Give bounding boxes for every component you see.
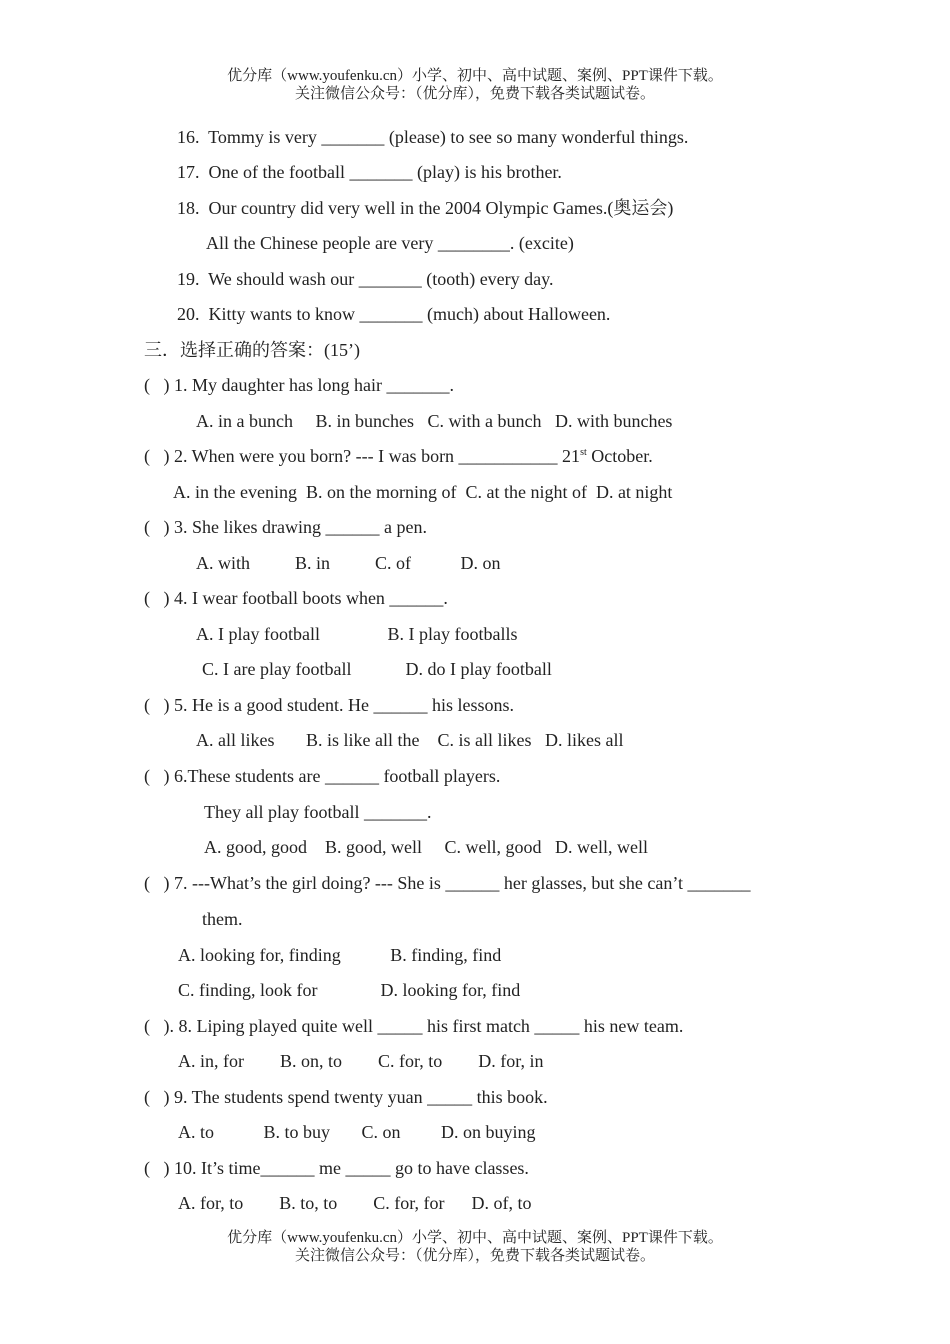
mc-3-stem: ( ) 3. She likes drawing ______ a pen. [144, 517, 427, 537]
page-header [0, 67, 950, 103]
mc-4-options-2: C. I are play football D. do I play football [202, 659, 552, 679]
mc-2-sup: st [580, 447, 587, 458]
mc-8-options: A. in, for B. on, to C. for, to D. for, in [178, 1051, 544, 1071]
question-17: 17. One of the football _______ (play) is his brother. [177, 162, 562, 182]
mc-10-stem: ( ) 10. It’s time______ me _____ go to have classes. [144, 1158, 529, 1178]
mc-2-stem [144, 445, 653, 467]
footer-line-1: 优分库（www.youfenku.cn）小学、初中、高中试题、案例、PPT课件下载。 [227, 1230, 723, 1246]
mc-5-stem: ( ) 5. He is a good student. He ______ his lessons. [144, 695, 514, 715]
footer-line-2: 关注微信公众号：（优分库），免费下载各类试题试卷。 [294, 1248, 655, 1264]
mc-2-stem-b: October. [586, 446, 653, 466]
mc-7-options-2: C. finding, look for D. looking for, find [178, 980, 521, 1000]
header-line-1: 优分库（www.youfenku.cn）小学、初中、高中试题、案例、PPT课件下载。 [227, 68, 723, 84]
question-19: 19. We should wash our _______ (tooth) every day. [177, 269, 554, 289]
mc-6-stem: ( ) 6.These students are ______ football players. [144, 766, 501, 786]
question-20: 20. Kitty wants to know _______ (much) about Halloween. [177, 304, 611, 324]
question-18: 18. Our country did very well in the 2004 Olympic Games.(奥运会) [177, 198, 674, 218]
mc-10-options: A. for, to B. to, to C. for, for D. of, to [178, 1193, 532, 1213]
mc-4-options-1: A. I play football B. I play footballs [196, 624, 518, 644]
header-line-2: 关注微信公众号：（优分库），免费下载各类试题试卷。 [294, 86, 655, 102]
mc-1-stem: ( ) 1. My daughter has long hair _______. [144, 375, 454, 395]
mc-7-stem-2: them. [202, 909, 243, 929]
question-16: 16. Tommy is very _______ (please) to see so many wonderful things. [177, 127, 689, 147]
section-3-title: 三．选择正确的答案：(15’) [144, 340, 360, 360]
mc-4-stem: ( ) 4. I wear football boots when ______. [144, 588, 448, 608]
mc-5-options: A. all likes B. is like all the C. is all likes D. likes all [196, 730, 624, 750]
mc-7-options-1: A. looking for, finding B. finding, find [178, 945, 502, 965]
mc-2-options: A. in the evening B. on the morning of C. at the night of D. at night [173, 482, 673, 502]
mc-3-options: A. with B. in C. of D. on [196, 553, 501, 573]
mc-7-stem: ( ) 7. ---What’s the girl doing? --- She is ______ her glasses, but she can’t _______ [144, 873, 751, 893]
mc-9-stem: ( ) 9. The students spend twenty yuan _____ this book. [144, 1087, 548, 1107]
mc-6-stem-2: They all play football _______. [204, 802, 432, 822]
mc-8-stem: ( ). 8. Liping played quite well _____ his first match _____ his new team. [144, 1016, 684, 1036]
page-footer [0, 1229, 950, 1265]
question-18-cont: All the Chinese people are very ________. (excite) [206, 233, 574, 253]
mc-9-options: A. to B. to buy C. on D. on buying [178, 1122, 536, 1142]
mc-2-stem-a: ( ) 2. When were you born? --- I was born ___________ 21 [144, 446, 581, 466]
mc-1-options: A. in a bunch B. in bunches C. with a bunch D. with bunches [196, 411, 673, 431]
mc-6-options: A. good, good B. good, well C. well, good D. well, well [204, 837, 648, 857]
